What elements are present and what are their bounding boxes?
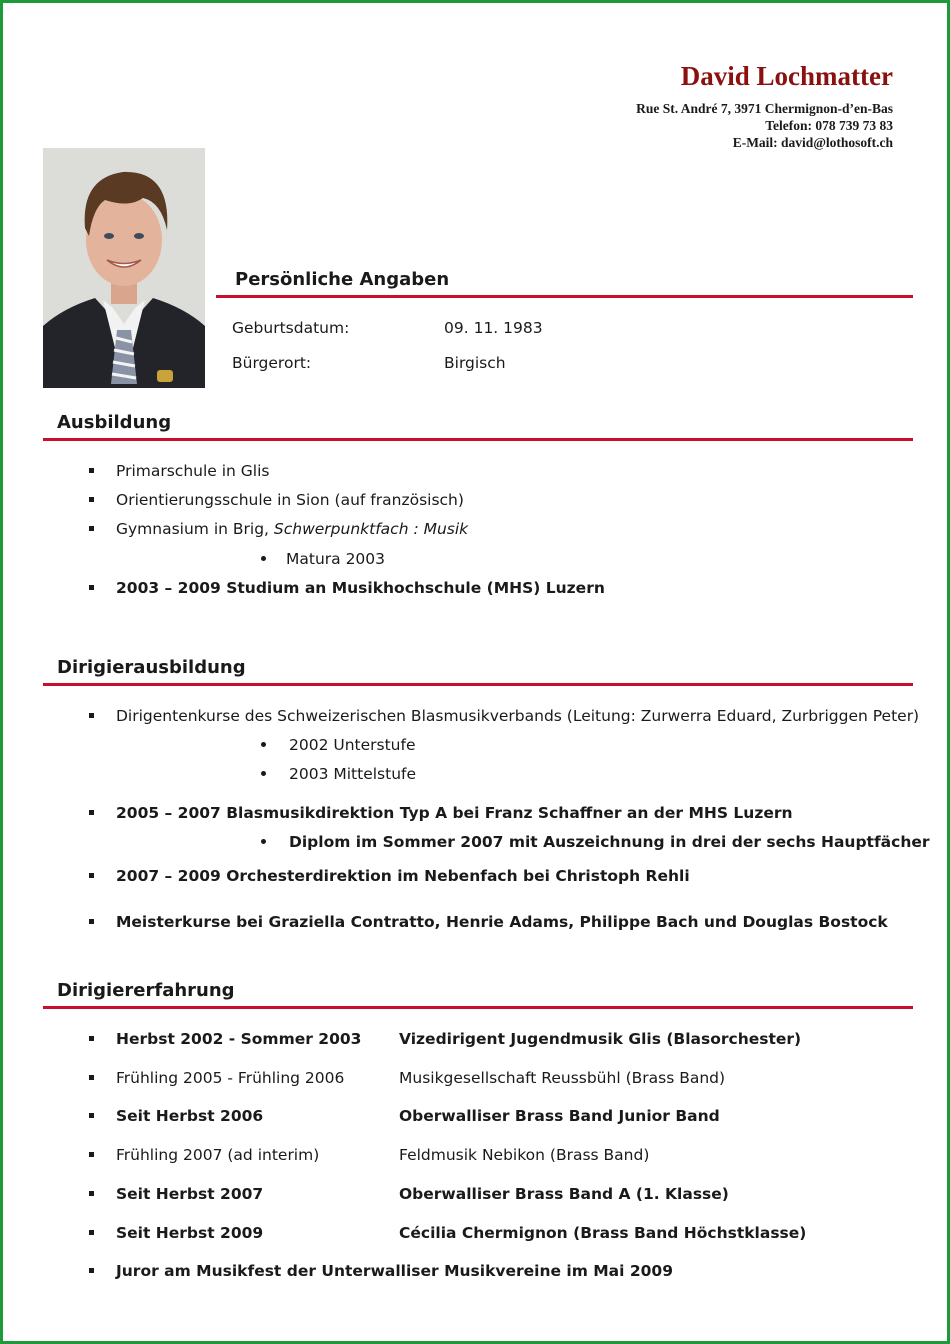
experience-period: Frühling 2005 - Frühling 2006 [116, 1069, 345, 1087]
hometown-value: Birgisch [444, 354, 506, 372]
bullet-square [89, 468, 94, 473]
bullet-square [89, 873, 94, 878]
bullet-square [89, 1152, 94, 1157]
birthdate-value: 09. 11. 1983 [444, 319, 543, 337]
email: E-Mail: david@lothosoft.ch [732, 135, 893, 150]
header [636, 61, 893, 151]
portrait-photo [43, 148, 205, 388]
bullet-square [89, 1036, 94, 1041]
section-title-conducting-experience: Dirigiererfahrung [57, 980, 235, 1001]
bullet-square [89, 497, 94, 502]
bullet-square [89, 526, 94, 531]
list-item-gymnasium [116, 519, 468, 539]
experience-role: Oberwalliser Brass Band Junior Band [399, 1107, 720, 1125]
list-item: Meisterkurse bei Graziella Contratto, Henrie Adams, Philippe Bach und Douglas Bostock [116, 913, 888, 931]
gymnasium-text: Gymnasium in Brig, [116, 520, 274, 538]
list-item: 2007 – 2009 Orchesterdirektion im Nebenfach bei Christoph Rehli [116, 867, 690, 885]
bullet-dot [261, 742, 266, 747]
experience-period: Frühling 2007 (ad interim) [116, 1146, 320, 1164]
experience-role: Oberwalliser Brass Band A (1. Klasse) [399, 1185, 729, 1203]
list-item: Orientierungsschule in Sion (auf französisch) [116, 491, 464, 509]
list-subitem: Diplom im Sommer 2007 mit Auszeichnung in drei der sechs Hauptfächer [289, 833, 930, 851]
section-title-education: Ausbildung [57, 412, 172, 433]
address: Rue St. André 7, 3971 Chermignon-d’en-Bas [636, 101, 893, 116]
bullet-dot [261, 771, 266, 776]
phone: Telefon: 078 739 73 83 [765, 118, 893, 133]
list-item: 2003 – 2009 Studium an Musikhochschule (MHS) Luzern [116, 579, 605, 597]
experience-final: Juror am Musikfest der Unterwalliser Musikvereine im Mai 2009 [116, 1262, 673, 1280]
section-title-conducting-education: Dirigierausbildung [57, 657, 246, 678]
bullet-square [89, 1268, 94, 1273]
portrait-illustration [43, 148, 205, 388]
section-rule [43, 1006, 913, 1009]
list-subitem: 2003 Mittelstufe [289, 765, 417, 783]
section-rule [43, 438, 913, 441]
experience-period: Seit Herbst 2009 [116, 1224, 264, 1242]
bullet-square [89, 1191, 94, 1196]
experience-role: Vizedirigent Jugendmusik Glis (Blasorchester) [399, 1030, 802, 1048]
list-subitem: 2002 Unterstufe [289, 736, 416, 754]
focus-subject: Schwerpunktfach : Musik [273, 520, 469, 538]
bullet-square [89, 810, 94, 815]
list-item: Primarschule in Glis [116, 462, 270, 480]
list-item: 2005 – 2007 Blasmusikdirektion Typ A bei Franz Schaffner an der MHS Luzern [116, 804, 793, 822]
bullet-square [89, 919, 94, 924]
list-subitem: Matura 2003 [286, 550, 386, 568]
section-title-personal: Persönliche Angaben [235, 269, 450, 290]
bullet-square [89, 1113, 94, 1118]
bullet-square [89, 1075, 94, 1080]
hometown-label: Bürgerort: [232, 354, 312, 372]
bullet-square [89, 1230, 94, 1235]
experience-period: Seit Herbst 2006 [116, 1107, 264, 1125]
bullet-square [89, 713, 94, 718]
section-rule [43, 683, 913, 686]
birthdate-label: Geburtsdatum: [232, 319, 350, 337]
section-rule [216, 295, 913, 298]
experience-role: Cécilia Chermignon (Brass Band Höchstklasse) [399, 1224, 807, 1242]
bullet-dot [261, 556, 266, 561]
bullet-dot [261, 839, 266, 844]
experience-period: Herbst 2002 - Sommer 2003 [116, 1030, 362, 1048]
bullet-square [89, 585, 94, 590]
experience-role: Musikgesellschaft Reussbühl (Brass Band) [399, 1069, 726, 1087]
applicant-name: David Lochmatter [680, 61, 893, 91]
experience-period: Seit Herbst 2007 [116, 1185, 264, 1203]
experience-role: Feldmusik Nebikon (Brass Band) [399, 1146, 650, 1164]
list-item: Dirigentenkurse des Schweizerischen Blasmusikverbands (Leitung: Zurwerra Eduard, Zurbriggen Peter) [116, 707, 920, 725]
